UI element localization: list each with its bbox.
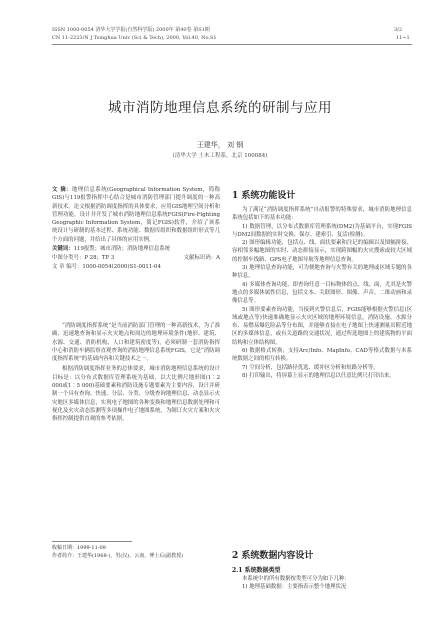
function-item-5: 5) 图形要素查询功能，当接到火警信息后，FGIS能够根据火警信息(区域或地点等)快速准确地显示火灾区域的地理环境信息，消防设施、水源分布、易燃易爆危险品等分布图，并能够直接在电子地图上快速测量出附近地区的多媒体信息，或有关道路的交通状况，通过所选地图上的建筑物的平面结构和立体结构图。	[232, 306, 412, 346]
received-date: 收稿日期：1999-11-09	[52, 545, 106, 551]
function-item-6: 6) 数据格式转换，支持Arc/Info、MapInfo、CAD等格式数据与本系统数据之间的相互转换。	[232, 348, 412, 363]
section2-text-2: 1) 地理基础数据：主要指表示整个地理状况	[242, 584, 347, 591]
footnote-rule	[52, 541, 132, 542]
function-item-2: 2) 图形编辑功能，包括点、线、面状要素和注记的编辑以及图幅拼接、容相邻多幅地图的实时、动态拼接显示，实现跨图幅的火灾搜索或较大区域的控制车线路、GPS电子地图导航等地理信息查询。	[232, 240, 412, 263]
article-number: 文 章 编号：1000-0054(2000)S1-0011-04	[52, 263, 161, 270]
section1-heading: 1 系统功能设计	[232, 191, 296, 201]
clc-number: 中图分类号：P 28；TP 3	[52, 255, 115, 262]
paper-authors: 王建华， 刘 钢	[196, 141, 244, 149]
abstract-label: 文 摘：	[52, 187, 72, 193]
header-rule	[52, 44, 412, 45]
function-item-8: 8) 打印输出，将屏幕上显示的地理信息以任意比例尺打印出来。	[242, 372, 395, 379]
function-item-4: 4) 多媒体查询功能，即查询任意一目标物体的点、线、面，尤其是火警地点的多媒体属性信息，包括文本、关联图形、图像、声音、二维动画和录像信息等。	[232, 281, 412, 305]
paper-title: 城市消防地理信息系统的研制与应用	[108, 100, 332, 116]
footnote-block	[52, 545, 220, 560]
function-item-1: 1) 数据管理，以分布式数据库管理系统(DM2)为基础平台，实现FGIS与DM2间数据的实时交换、保存、建索引、复活(检测)。	[232, 223, 412, 238]
section2	[232, 548, 412, 592]
section2-body	[232, 575, 412, 592]
keywords-text: 119报警；城市消防；消防地理信息系统	[73, 246, 171, 253]
function-item-3: 3) 地理信息查询功能，可为便地查询与火警有关的地理或区域专题的各种信息。	[232, 265, 412, 280]
journal-header-line1: ISSN 1000-0054 清华大学学报(自然科学版) 2000年 第40卷 第S1期	[52, 27, 210, 33]
section2-text-1: 本系统中的所有数据按类型可分为如下几种：	[242, 576, 350, 582]
subsection-2-1-heading: 2.1 系统数据类型	[232, 567, 281, 574]
function-item-7: 7) 空间分析，包括路径优选、缓冲区分析和短路分析等。	[242, 364, 379, 371]
document-code: 文献标识码：A	[183, 255, 220, 262]
journal-header-line2: CN 11-2223/N J Tsinghua Univ (Sci & Tech), 2000, Vol.40, No.S1	[52, 35, 217, 41]
page-range: 11~1	[396, 35, 410, 41]
abstract-text: 地理信息系统(Geographical Information System，简称GIS)与119报警指挥中心结合是城市消防管理部门提升调度的一种高新技术。论文根据消防调度指挥的具体要求，应用GIS地理空间分析和管理功能，设计并开发了城市消防地理信息系统FGIS(Fire-Fighting Geographic Information System，简记FGIS)软件，介绍了该系统设计与研制的基本过程、系统功能、数据库组织和数据组织形式等几个方面的问题，并给出了具体的应用实例。	[52, 187, 220, 243]
section1-body	[232, 206, 412, 380]
paper-affiliation: (清华大学 土木工程系，北京 100084)	[172, 153, 268, 159]
abstract-block	[52, 186, 220, 271]
section1-intro: 为了满足“消防调度指挥系统”自动报警的特殊要求，城市消防地理信息系统包括如下的基本功能：	[232, 207, 412, 222]
section1	[232, 188, 412, 380]
section2-heading: 2 系统数据内容设计	[232, 551, 314, 561]
author-bio: 作者简介：王建华(1968-)，男(汉)，云南，博士后(副教授)	[52, 552, 184, 559]
intro-paragraph-2: 根据消防调度指挥业务的总体要求，城市消防地理信息系统的设计目标是：以分布式数据库管理系统为基础，以大比例尺地形图(1∶2 000或1∶5 000)基础要素和消防设施专题要素为主要内容，设计并研制一个具有查询、快速、分层、分类、分级查询地理信息、动态显示火灾地区多媒体信息，实现电子地图的各种变换和地理信息数据处理和可视化及火灾动态监测等多项操作电子地图系统，为制订火灾方案和火灾指挥控制提供直观的参考依据。	[52, 366, 220, 423]
keywords-label: 关键词：	[52, 246, 74, 253]
intro-paragraph-1: “消防调度指挥系统”是当前消防部门管理的一种高新技术，为了准确、迅速地查询和显示火灾地点和周边的地理环境条件(地形、建筑、水源、交通、消防机构、人口和建筑密度等)，必须研制一套消防指挥中心和消防车辆监察直观查询的消防地理信息系统FGIS，它是“消防调度指挥系统”的基础内容和关键技术之一。	[52, 323, 220, 363]
intro-block	[52, 322, 220, 424]
page-number: 3/2	[394, 27, 403, 33]
